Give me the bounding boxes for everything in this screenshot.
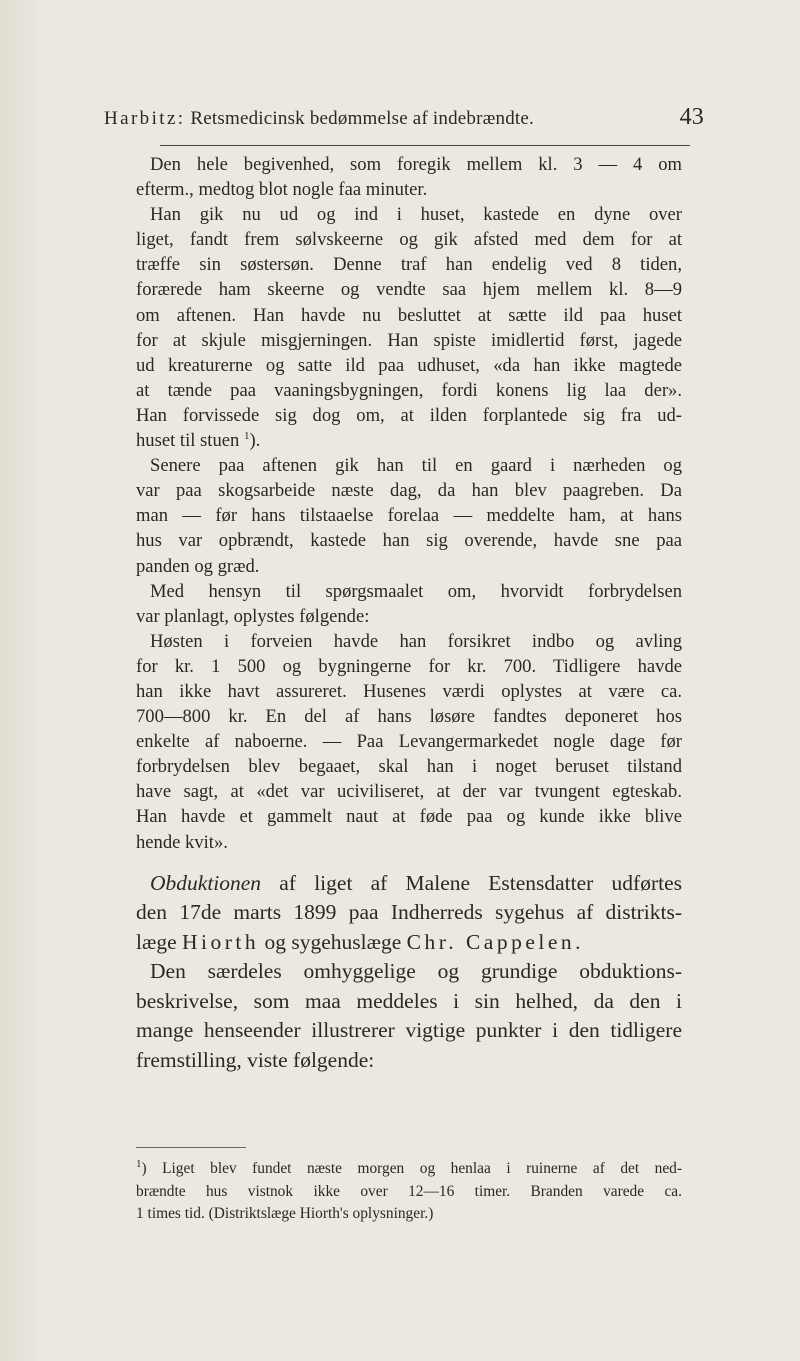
text-line: mange henseender illustrerer vigtige punkter i den tidligere [136,1018,682,1043]
text-line: . [575,929,581,954]
text-line: den 17de marts 1899 paa Indherreds sygehus af distrikts- [136,900,682,925]
text-line: Høsten i forveien havde han forsikret indbo og avling [150,630,682,652]
text-line: var paa skogsarbeide næste dag, da han blev paagreben. Da [136,480,682,502]
footnote-ref: 1 [243,429,250,442]
text-row [136,252,682,277]
section-gap [136,855,682,869]
text-line: huset til stuen [136,430,240,452]
text-line: for kr. 1 500 og bygningerne for kr. 700. Tidligere havde [136,655,682,677]
footnote-line-3 [136,1203,682,1226]
obduktion-paragraph [136,869,682,899]
text-line: forærede ham skeerne og vendte saa hjem mellem kl. 8—9 [136,279,682,301]
text-row [136,303,682,328]
text-row [136,528,682,553]
text-line: 700—800 kr. En del af hans løsøre fandtes deponeret hos [136,706,682,728]
footnote [136,1158,682,1226]
paragraph-3 [136,453,682,478]
text-row [136,328,682,353]
footnote-line-2 [136,1181,682,1204]
description-paragraph [136,957,682,987]
text-line: Den særdeles omhyggelige og grundige obduktions- [150,959,682,984]
header-rule [160,145,690,146]
text-line: læge [136,929,182,954]
text-line: træffe sin søstersøn. Denne traf han endelig ved 8 tiden, [136,254,682,276]
header-author: Harbitz: [104,108,186,129]
text-line: man — før hans tilstaaelse forelaa — meddelte ham, at hans [136,505,682,527]
text-row [136,754,682,779]
text-row [136,987,682,1017]
text-row [136,277,682,302]
text-line: for at skjule misgjerningen. Han spiste imidlertid først, jagede [136,329,682,351]
text-row [136,428,682,453]
paragraph-1 [136,152,682,177]
text-row [136,679,682,704]
footnote-rule [136,1147,246,1148]
text-line: om aftenen. Han havde nu besluttet at sætte ild paa huset [136,304,682,326]
text-line: beskrivelse, som maa meddeles i sin helhed, da den i [136,988,682,1013]
paragraph-4 [136,579,682,604]
text-line: og sygehuslæge [259,929,407,954]
text-row [136,604,682,629]
text-line: liget, fandt frem sølvskeerne og gik afsted med dem for at [136,229,682,251]
text-row [136,227,682,252]
text-line: hus var opbrændt, kastede han sig overende, havde sne paa [136,530,682,552]
footnote-ref-suffix: ). [249,430,261,452]
paragraph-2 [136,202,682,227]
text-line: ud kreaturerne og satte ild paa udhuset, «da han ikke magtede [136,354,682,376]
text-row [136,1016,682,1046]
text-line: Han gik nu ud og ind i huset, kastede en dyne over [150,204,682,226]
text-row [136,898,682,928]
text-line: Med hensyn til spørgsmaalet om, hvorvidt forbrydelsen [150,580,682,602]
text-row [136,928,682,958]
text-line: have sagt, at «det var uciviliseret, at der var tvungent egteskab. [136,781,682,803]
text-row [136,554,682,579]
paragraph-5 [136,629,682,654]
text-line: ) Liget blev fundet næste morgen og henlaa i ruinerne af det ned- [141,1160,682,1177]
text-line: Den hele begivenhed, som foregik mellem kl. 3 — 4 om [150,154,682,175]
name-cappelen: Chr. Cappelen [406,929,576,954]
text-row [136,654,682,679]
text-line: panden og græd. [136,555,260,577]
text-row [136,353,682,378]
text-row [136,1046,682,1076]
obduktion-lead: Obduktionen [150,870,262,895]
body-text [136,152,682,1075]
text-row [136,503,682,528]
text-line: Han havde et gammelt naut at føde paa og kunde ikke blive [136,806,682,828]
text-row [136,403,682,428]
text-line: Han forvissede sig dog om, at ilden forplantede sig fra ud- [136,404,682,426]
text-row [136,704,682,729]
page-edge [0,0,38,1361]
text-line: brændte hus vistnok ikke over 12—16 timer. Branden varede ca. [136,1182,682,1200]
page-number: 43 [679,104,704,130]
text-line: var planlagt, oplystes følgende: [136,605,370,627]
text-row [136,478,682,503]
text-line: af liget af Malene Estensdatter udførtes [261,870,682,895]
text-line: at tænde paa vaaningsbygningen, fordi konens lig laa der». [136,379,682,401]
text-row [136,729,682,754]
text-row [136,378,682,403]
footnote-line-1 [136,1158,682,1181]
paragraph-1-end [136,177,682,202]
text-line: hende kvit». [136,831,228,853]
running-header [104,104,704,144]
text-row [136,804,682,829]
text-line: enkelte af naboerne. — Paa Levangermarkedet nogle dage før [136,731,682,753]
text-line: han ikke havt assureret. Husenes værdi oplystes at være ca. [136,680,682,702]
text-line: forbrydelsen blev begaaet, skal han i noget beruset tilstand [136,756,682,778]
text-row [136,779,682,804]
text-line: fremstilling, viste følgende: [136,1047,375,1072]
footnote-marker: 1 [136,1157,142,1170]
name-hiorth: Hiorth [181,929,260,954]
text-line: efterm., medtog blot nogle faa minuter. [136,179,428,201]
header-title: Retsmedicinsk bedømmelse af indebrændte. [190,108,534,129]
text-line: Senere paa aftenen gik han til en gaard i nærheden og [150,455,682,477]
text-row [136,830,682,855]
text-line: 1 times tid. (Distriktslæge Hiorth's oplysninger.) [136,1205,434,1222]
